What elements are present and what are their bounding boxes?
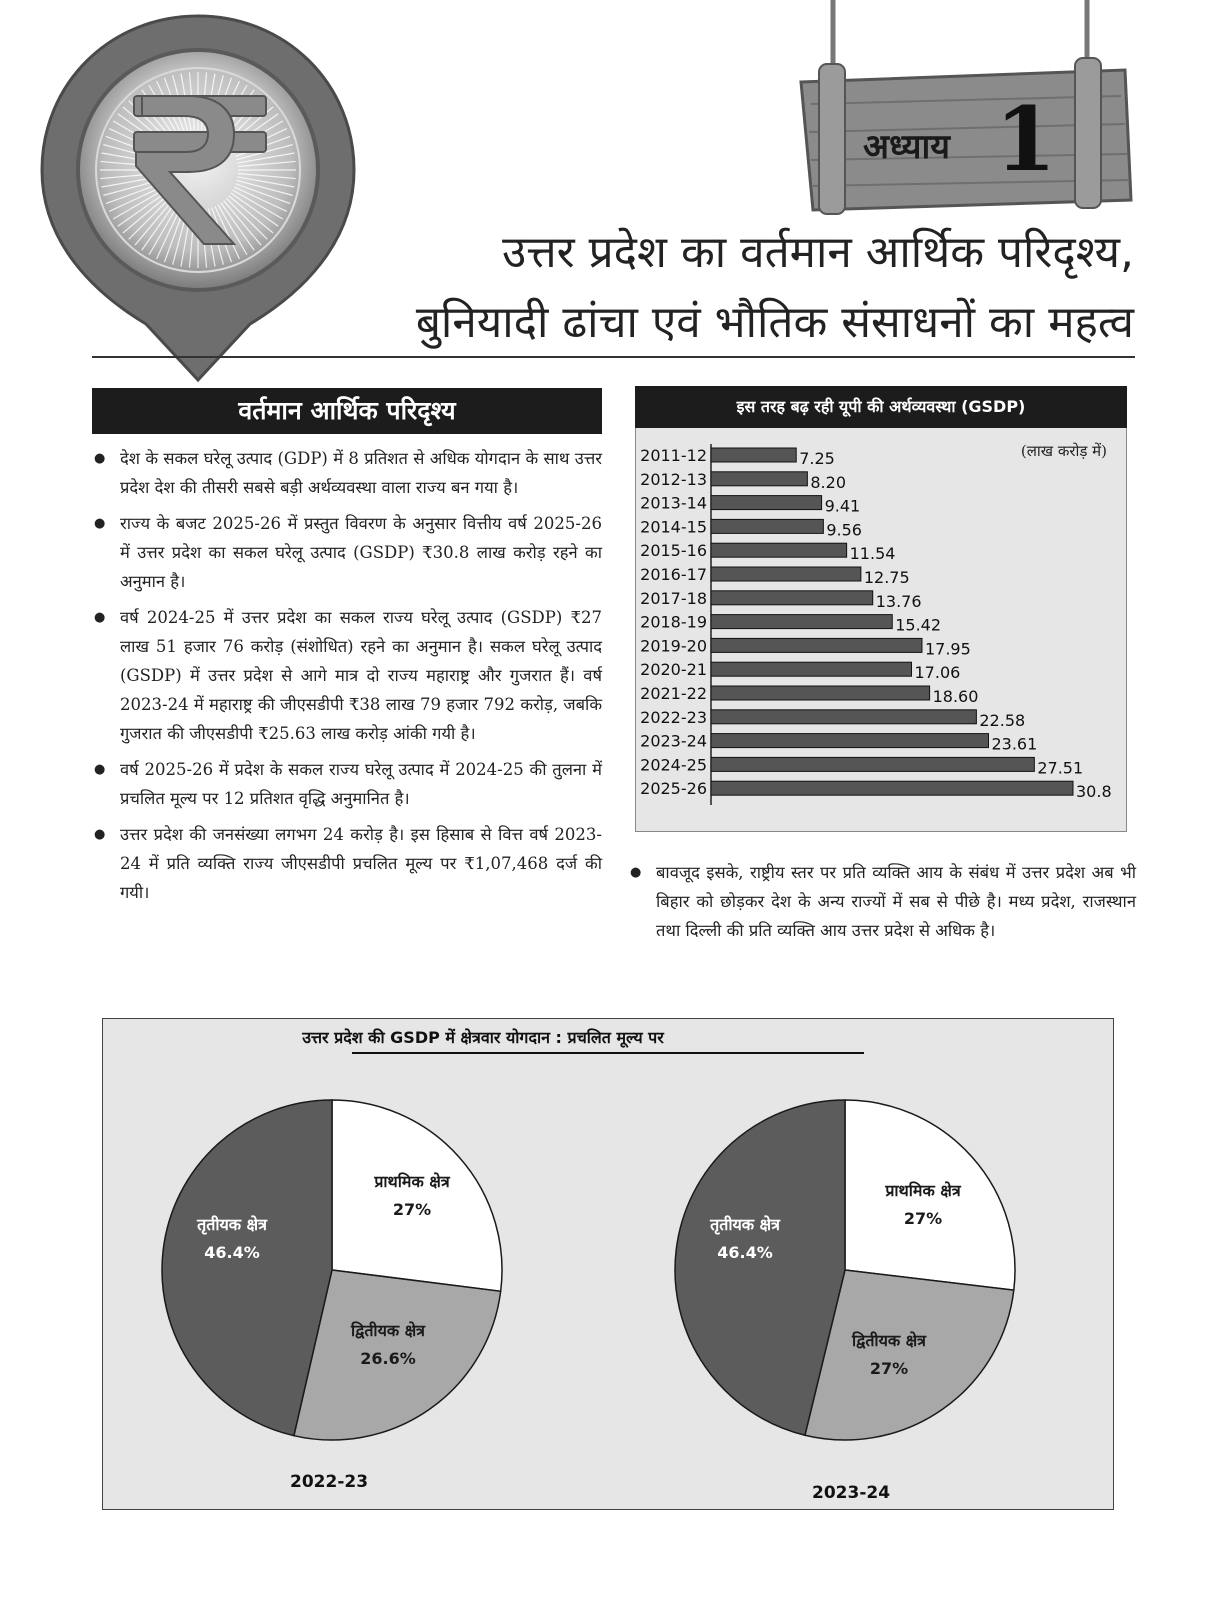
gsdp-bar (711, 543, 847, 557)
rupee-coin-pin-icon (38, 12, 358, 384)
pie-slice-label: द्वितीयक क्षेत्र (851, 1331, 927, 1350)
title-divider (92, 356, 1135, 358)
gsdp-bar (711, 638, 922, 652)
pie-slice-percent: 26.6% (360, 1349, 416, 1368)
bar-category-label: 2015-16 (640, 541, 707, 561)
gsdp-bar (711, 472, 807, 486)
section-heading: वर्तमान आर्थिक परिदृश्य (92, 388, 602, 434)
bar-category-label: 2024-25 (640, 755, 707, 775)
bar-category-label: 2025-26 (640, 779, 707, 799)
pie-title-underline (352, 1052, 864, 1054)
gsdp-bar (711, 567, 861, 581)
chapter-label: अध्याय (863, 127, 951, 167)
pie-year-label: 2022-23 (290, 1472, 369, 1492)
pie-chart-2022-23 (152, 1090, 512, 1450)
pie-slice-percent: 27% (869, 1359, 909, 1378)
gsdp-bar (711, 734, 988, 748)
bar-category-label: 2016-17 (640, 565, 707, 584)
page-title (416, 218, 1134, 358)
bar-category-label: 2017-18 (640, 588, 707, 608)
bar-category-label: 2013-14 (640, 493, 707, 513)
gsdp-bar (711, 448, 796, 462)
pie-slice-label: प्राथमिक क्षेत्र (885, 1181, 961, 1200)
gsdp-bar-chart (635, 428, 1127, 830)
gsdp-bar (711, 519, 823, 533)
bar-value-label: 23.61 (991, 734, 1038, 754)
pie-slice-percent: 46.4% (717, 1243, 773, 1262)
gsdp-bar (711, 662, 912, 676)
bar-category-label: 2023-24 (640, 731, 707, 751)
title-line-1: उत्तर प्रदेश का वर्तमान आर्थिक परिदृश्य, (502, 227, 1134, 278)
left-bullet-list (92, 444, 602, 914)
bar-value-label: 17.95 (924, 639, 971, 659)
unit-note: (लाख करोड़ में) (1020, 442, 1107, 460)
bar-chart-title: इस तरह बढ़ रही यूपी की अर्थव्यवस्था (GSDP) (635, 386, 1127, 428)
pie-slice-label: द्वितीयक क्षेत्र (350, 1321, 426, 1340)
bar-value-label: 13.76 (875, 591, 922, 611)
bar-value-label: 22.58 (979, 710, 1026, 730)
pie-chart-2023-24 (665, 1090, 1025, 1450)
bullet-item: ● बावजूद इसके, राष्ट्रीय स्तर पर प्रति व्यक्ति आय के संबंध में उत्तर प्रदेश अब भी बिहार को छोड़कर देश के अन्य राज्यों में सब से पीछे है। मध्य प्रदेश, राजस्थान तथा दिल्ली की प्रति व्यक्ति आय उत्तर प्रदेश से अधिक है। (628, 858, 1136, 945)
bar-value-label: 18.60 (932, 687, 979, 706)
chapter-number: 1 (995, 87, 1057, 191)
pie-slice-label: तृतीयक क्षेत्र (197, 1215, 267, 1234)
bar-category-label: 2018-19 (640, 612, 707, 632)
bar-category-label: 2019-20 (640, 636, 707, 656)
bar-value-label: 15.42 (895, 615, 942, 635)
gsdp-bar (711, 757, 1034, 771)
chapter-sign (795, 0, 1135, 215)
gsdp-bar (711, 591, 873, 605)
bar-value-label: 7.25 (799, 449, 835, 468)
bar-value-label: 9.41 (824, 496, 861, 516)
bar-value-label: 27.51 (1037, 758, 1084, 778)
bar-category-label: 2011-12 (640, 446, 707, 465)
bar-category-label: 2012-13 (640, 469, 707, 489)
gsdp-bar (711, 710, 976, 724)
pie-slice-percent: 46.4% (204, 1243, 260, 1262)
gsdp-bar (711, 781, 1073, 795)
gsdp-bar (711, 496, 822, 510)
pie-slice (332, 1100, 502, 1291)
title-line-2: बुनियादी ढांचा एवं भौतिक संसाधनों का महत्व (415, 297, 1134, 348)
gsdp-bar (711, 686, 930, 700)
bar-value-label: 12.75 (863, 568, 910, 587)
pie-slice-percent: 27% (903, 1209, 943, 1228)
pie-section-title: उत्तर प्रदेश की GSDP में क्षेत्रवार योगदान : प्रचलित मूल्य पर (302, 1028, 664, 1047)
bar-value-label: 9.56 (826, 520, 862, 540)
pie-slice-label: प्राथमिक क्षेत्र (374, 1172, 450, 1191)
right-bullet-list (628, 858, 1136, 952)
bullet-item: ● वर्ष 2024-25 में उत्तर प्रदेश का सकल राज्य घरेलू उत्पाद (GSDP) ₹27 लाख 51 हजार 76 करोड़ (संशोधित) रहने का अनुमान है। सकल घरेलू उत्पाद (GSDP) में उत्तर प्रदेश से आगे मात्र दो राज्य महाराष्ट्र और गुजरात हैं। वर्ष 2023-24 में महाराष्ट्र की जीएसडीपी ₹38 लाख 79 हजार 792 करोड़, जबकि गुजरात की जीएसडीपी ₹25.63 लाख करोड़ आंकी गयी है। (92, 603, 602, 748)
bullet-item: ● देश के सकल घरेलू उत्पाद (GDP) में 8 प्रतिशत से अधिक योगदान के साथ उत्तर प्रदेश देश की तीसरी सबसे बड़ी अर्थव्यवस्था वाला राज्य बन गया है। (92, 444, 602, 502)
bar-value-label: 11.54 (849, 544, 896, 564)
gsdp-bar (711, 615, 892, 629)
bullet-item: ● उत्तर प्रदेश की जनसंख्या लगभग 24 करोड़ है। इस हिसाब से वित्त वर्ष 2023-24 में प्रति व्यक्ति राज्य जीएसडीपी प्रचलित मूल्य पर ₹1,07,468 दर्ज की गयी। (92, 820, 602, 907)
bar-category-label: 2022-23 (640, 707, 707, 727)
pie-slice-label: तृतीयक क्षेत्र (710, 1215, 780, 1234)
bullet-item: ● वर्ष 2025-26 में प्रदेश के सकल राज्य घरेलू उत्पाद में 2024-25 की तुलना में प्रचलित मूल्य पर 12 प्रतिशत वृद्धि अनुमानित है। (92, 755, 602, 813)
bar-value-label: 17.06 (914, 663, 961, 683)
bar-category-label: 2021-22 (640, 684, 707, 703)
bar-value-label: 8.20 (810, 472, 847, 492)
bar-category-label: 2020-21 (640, 660, 707, 680)
bar-value-label: 30.8 (1076, 782, 1112, 802)
bullet-item: ● राज्य के बजट 2025-26 में प्रस्तुत विवरण के अनुसार वित्तीय वर्ष 2025-26 में उत्तर प्रदेश का सकल घरेलू उत्पाद (GSDP) ₹30.8 लाख करोड़ रहने का अनुमान है। (92, 509, 602, 596)
pie-year-label: 2023-24 (812, 1483, 891, 1503)
bar-category-label: 2014-15 (640, 517, 707, 537)
pie-slice-percent: 27% (392, 1200, 432, 1219)
